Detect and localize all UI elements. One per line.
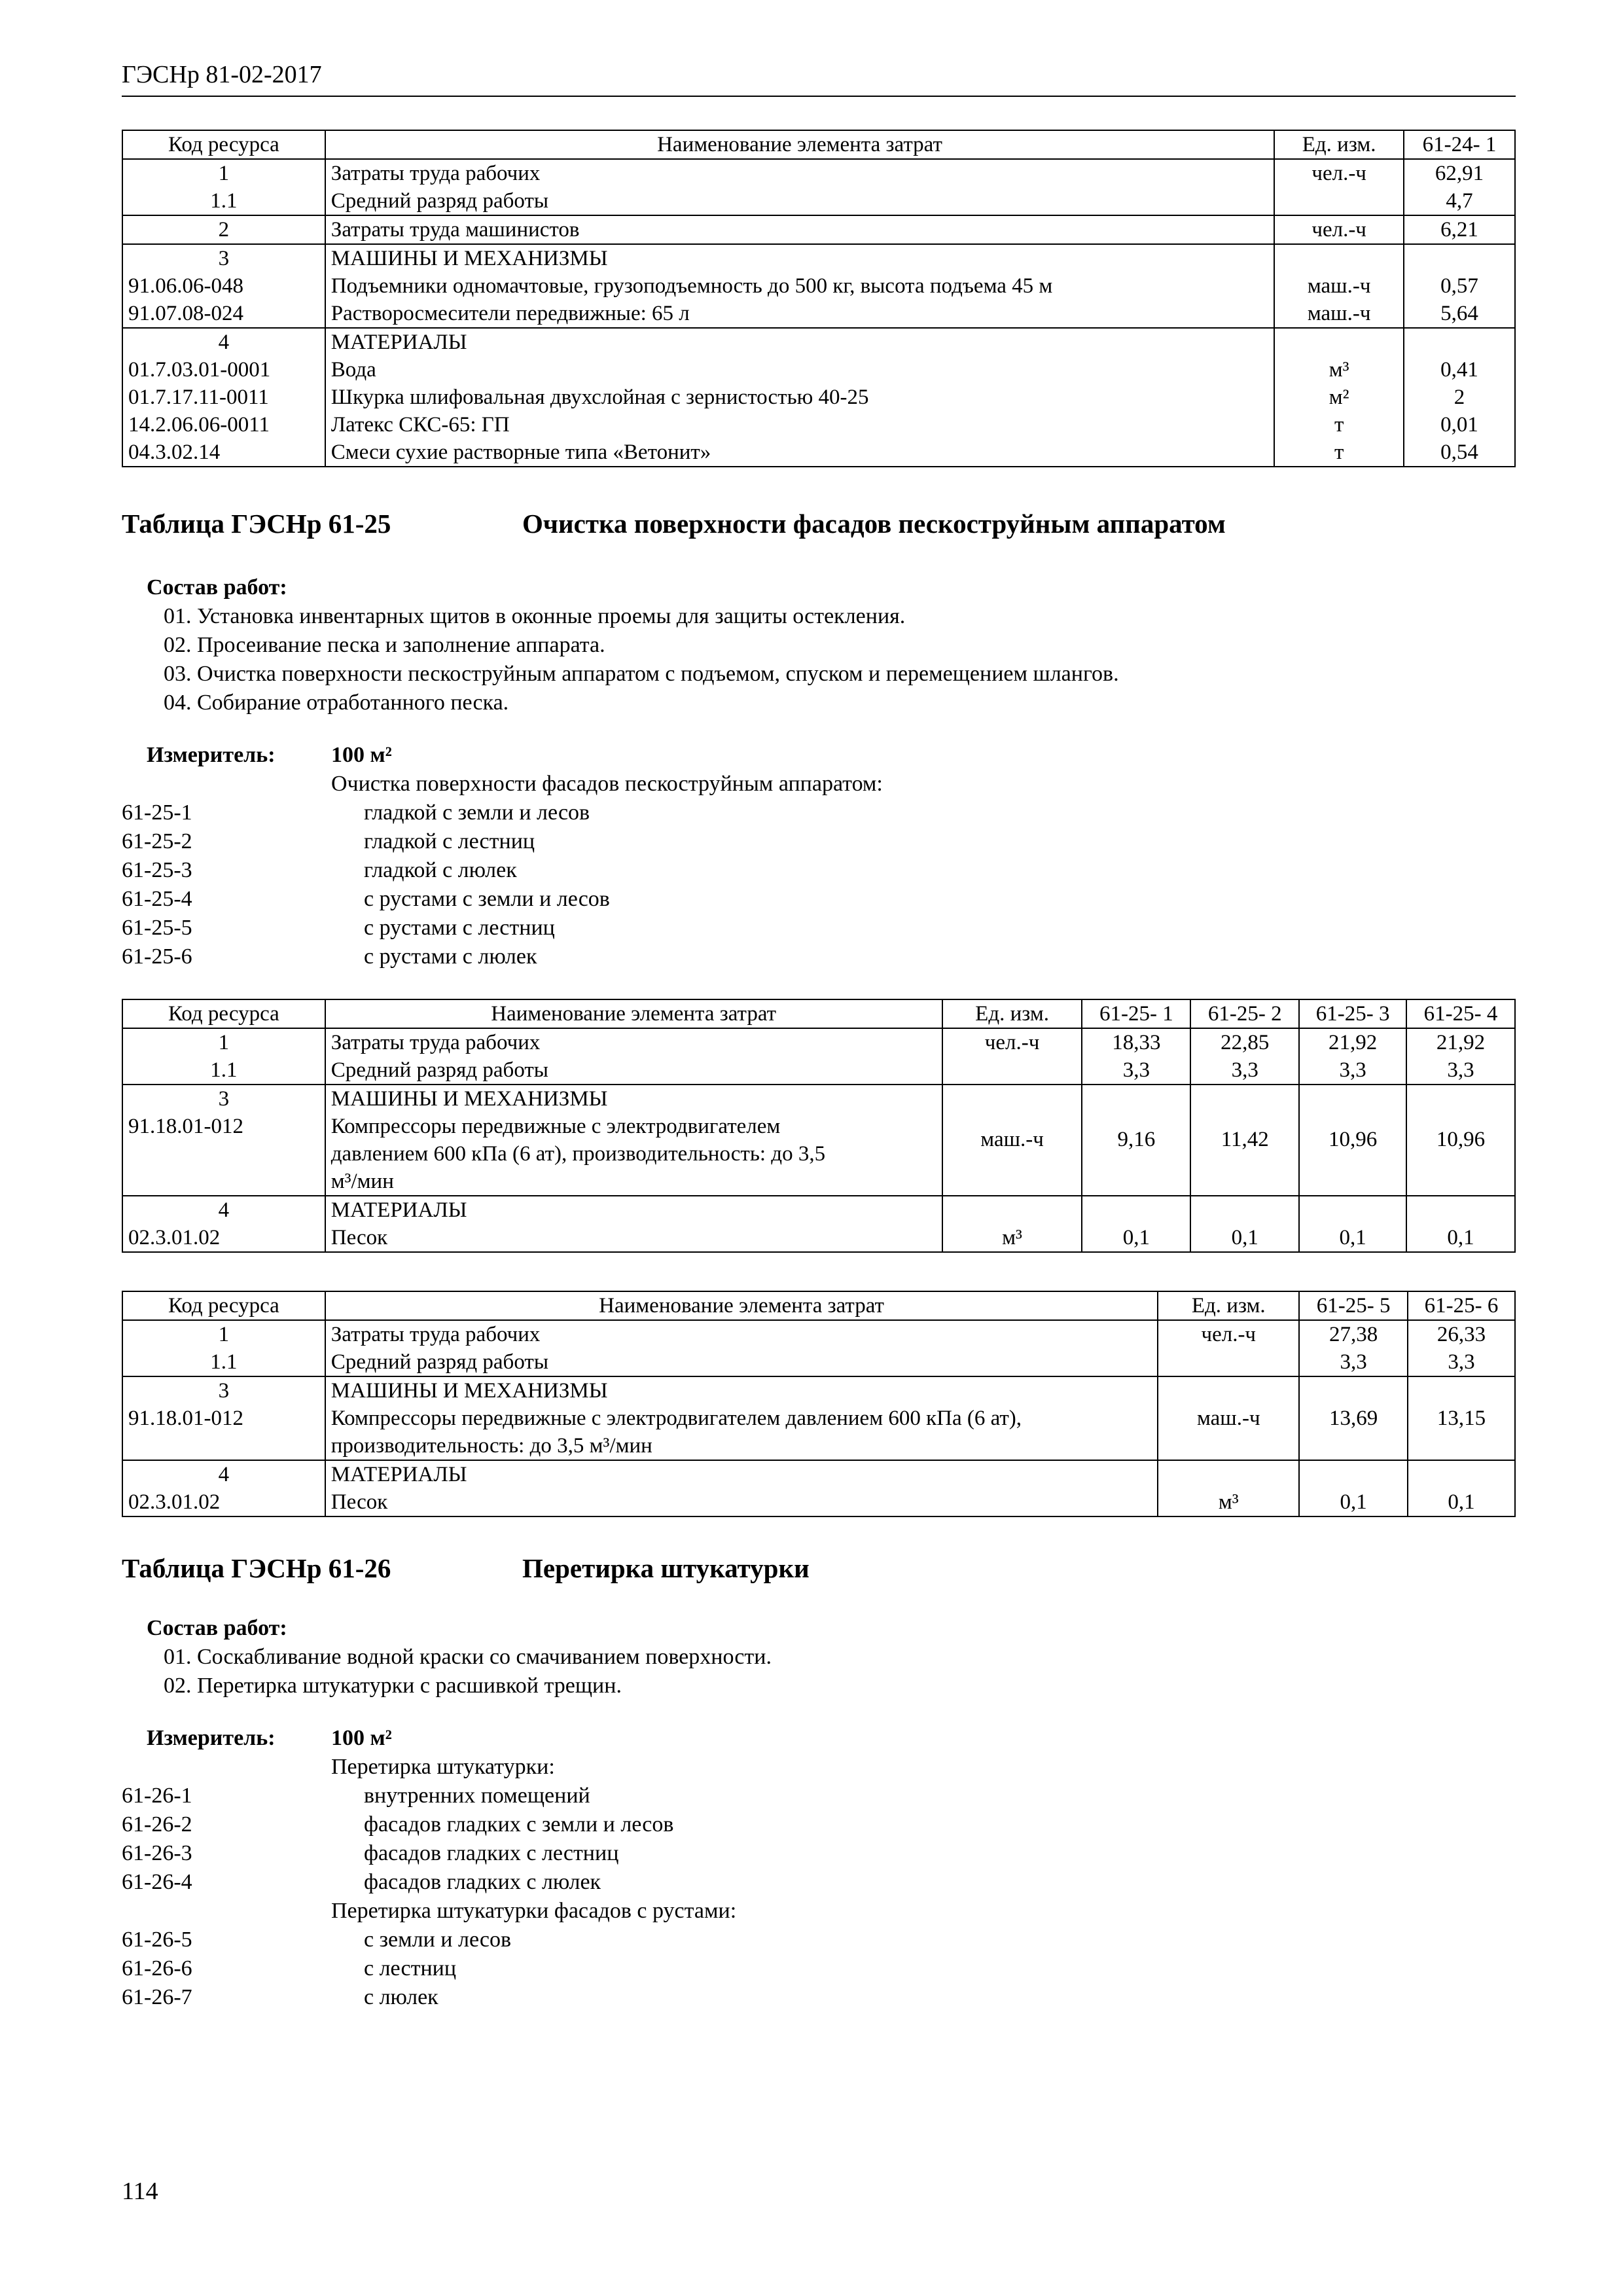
work-item: 01. Установка инвентарных щитов в оконные проемы для защиты остекления. (164, 604, 906, 628)
resource-unit: чел.-ч (1274, 159, 1404, 187)
table-row (122, 1196, 1515, 1224)
resource-unit: м³ (1274, 356, 1404, 384)
resource-code: 91.06.06-048 (122, 272, 325, 300)
meter-value: 100 м² (331, 1726, 392, 1750)
resource-value: 6,21 (1404, 215, 1515, 244)
resource-code: 1 (122, 1028, 325, 1056)
table-row (122, 1224, 1515, 1252)
table-row (122, 159, 1515, 187)
table-row (122, 1320, 1515, 1348)
resource-value: 0,54 (1404, 439, 1515, 467)
norm-code: 61-26-6 (122, 1956, 192, 1981)
table-label: Таблица ГЭСНр 61-26 (122, 1553, 391, 1583)
norm-code: 61-25-1 (122, 800, 192, 825)
empty-cell (1408, 1376, 1515, 1405)
norm-code: 61-26-3 (122, 1841, 192, 1865)
resource-code: 04.3.02.14 (122, 439, 325, 467)
resource-value: 10,96 (1406, 1113, 1515, 1196)
resource-unit: чел.-ч (1274, 215, 1404, 244)
meter-block-61-26 (122, 1724, 1431, 2012)
table-row (122, 187, 1515, 215)
empty-cell (1190, 1085, 1299, 1113)
resource-unit (942, 1056, 1082, 1085)
header-col: 61-25- 2 (1190, 999, 1299, 1028)
list-item (122, 1868, 1431, 1897)
list-item (122, 1810, 1431, 1839)
norm-text: с рустами с люлек (364, 944, 537, 969)
table-row (122, 244, 1515, 272)
resource-code: 91.18.01-012 (122, 1405, 325, 1460)
table-row (122, 1085, 1515, 1113)
norm-text: гладкой с лестниц (364, 829, 535, 853)
meter-block-61-25 (122, 741, 1431, 971)
empty-cell (1082, 1196, 1190, 1224)
norm-code: 61-26-2 (122, 1812, 192, 1837)
norm-code: 61-25-2 (122, 829, 192, 853)
resource-value: 62,91 (1404, 159, 1515, 187)
header-name: Наименование элемента затрат (325, 130, 1274, 159)
header-unit: Ед. изм. (942, 999, 1082, 1028)
table-row (122, 215, 1515, 244)
header-col: 61-25- 4 (1406, 999, 1515, 1028)
resource-name (325, 1113, 942, 1196)
header-code: Код ресурса (122, 999, 325, 1028)
resource-value: 22,85 (1190, 1028, 1299, 1056)
table-row (122, 1460, 1515, 1488)
work-item: 04. Собирание отработанного песка. (164, 691, 509, 715)
resource-unit (1274, 187, 1404, 215)
resource-code: 91.07.08-024 (122, 300, 325, 328)
table-row (122, 272, 1515, 300)
resource-unit: маш.-ч (1158, 1405, 1299, 1460)
table-row (122, 1113, 1515, 1196)
norm-code: 61-26-5 (122, 1928, 192, 1952)
table-row (122, 1488, 1515, 1516)
table-row (122, 356, 1515, 384)
list-item (122, 1926, 1431, 1954)
resource-code: 14.2.06.06-0011 (122, 411, 325, 439)
resource-value: 4,7 (1404, 187, 1515, 215)
resource-name: Средний разряд работы (325, 1056, 942, 1085)
empty-cell (1408, 1460, 1515, 1488)
header-name: Наименование элемента затрат (325, 999, 942, 1028)
header-code: Код ресурса (122, 130, 325, 159)
resource-unit: м³ (1158, 1488, 1299, 1516)
resource-value: 27,38 (1299, 1320, 1408, 1348)
resource-unit: т (1274, 411, 1404, 439)
list-item (122, 885, 1431, 914)
norm-code: 61-25-4 (122, 887, 192, 911)
resource-value: 3,3 (1190, 1056, 1299, 1085)
resource-unit: м³ (942, 1224, 1082, 1252)
work-item: 01. Соскабливание водной краски со смачиванием поверхности. (164, 1645, 772, 1669)
resource-value: 21,92 (1299, 1028, 1406, 1056)
resource-code: 1.1 (122, 1056, 325, 1085)
resource-code: 1 (122, 159, 325, 187)
resource-name-line: производительность: до 3,5 м³/мин (330, 1434, 652, 1458)
table-row (122, 411, 1515, 439)
resource-value: 9,16 (1082, 1113, 1190, 1196)
empty-cell (1158, 1376, 1299, 1405)
norm-text: с рустами с земли и лесов (364, 887, 610, 911)
empty-cell (1299, 1460, 1408, 1488)
list-item (122, 1782, 1431, 1810)
meter-label: Измеритель: (147, 743, 276, 767)
resource-unit: чел.-ч (1158, 1320, 1299, 1348)
list-item (122, 827, 1431, 856)
table-61-24 (122, 130, 1516, 467)
resource-value: 0,41 (1404, 356, 1515, 384)
resource-code: 2 (122, 215, 325, 244)
resource-name: Смеси сухие растворные типа «Ветонит» (325, 439, 1274, 467)
norm-text: с земли и лесов (364, 1928, 512, 1952)
resource-value: 10,96 (1299, 1113, 1406, 1196)
resource-code: 4 (122, 1460, 325, 1488)
resource-value: 0,1 (1406, 1224, 1515, 1252)
resource-value: 0,01 (1404, 411, 1515, 439)
works-composition-61-26 (147, 1614, 772, 1700)
norm-code: 61-25-3 (122, 858, 192, 882)
resource-name: МАТЕРИАЛЫ (325, 1460, 1158, 1488)
resource-name: Средний разряд работы (325, 187, 1274, 215)
table-row (122, 1376, 1515, 1405)
resource-unit: маш.-ч (942, 1113, 1082, 1196)
resource-value: 0,1 (1299, 1224, 1406, 1252)
resource-unit: чел.-ч (942, 1028, 1082, 1056)
header-col: 61-25- 6 (1408, 1291, 1515, 1320)
resource-value (1404, 244, 1515, 272)
list-item (122, 914, 1431, 942)
header-unit: Ед. изм. (1274, 130, 1404, 159)
resource-name: Затраты труда рабочих (325, 1320, 1158, 1348)
group-heading: Перетирка штукатурки: (331, 1755, 555, 1779)
resource-name: Песок (325, 1488, 1158, 1516)
norm-text: с рустами с лестниц (364, 916, 555, 940)
list-item (122, 942, 1431, 971)
resource-value (1404, 328, 1515, 356)
resource-unit: маш.-ч (1274, 272, 1404, 300)
resource-value: 0,57 (1404, 272, 1515, 300)
resource-code: 01.7.03.01-0001 (122, 356, 325, 384)
empty-cell (1299, 1085, 1406, 1113)
resource-value: 11,42 (1190, 1113, 1299, 1196)
resource-code: 02.3.01.02 (122, 1488, 325, 1516)
resource-unit: маш.-ч (1274, 300, 1404, 328)
table-row (122, 1348, 1515, 1376)
group-heading: Очистка поверхности фасадов пескоструйным аппаратом: (331, 772, 883, 796)
resource-value: 3,3 (1299, 1056, 1406, 1085)
resource-name-line: Компрессоры передвижные с электродвигателем давлением 600 кПа (6 ат), (330, 1407, 1022, 1430)
list-item (122, 1983, 1431, 2012)
resource-value: 0,1 (1082, 1224, 1190, 1252)
header-col: 61-24- 1 (1404, 130, 1515, 159)
resource-unit (1274, 244, 1404, 272)
empty-cell (942, 1196, 1082, 1224)
table-row (122, 1028, 1515, 1056)
resource-unit (1158, 1348, 1299, 1376)
empty-cell (1406, 1196, 1515, 1224)
resource-code: 1.1 (122, 187, 325, 215)
resource-name: Средний разряд работы (325, 1348, 1158, 1376)
resource-value: 13,69 (1299, 1405, 1408, 1460)
table-61-25-part1 (122, 999, 1516, 1253)
resource-code: 3 (122, 1085, 325, 1113)
resource-name (325, 1405, 1158, 1460)
resource-code: 01.7.17.11-0011 (122, 384, 325, 411)
resource-code: 91.18.01-012 (122, 1113, 325, 1196)
norm-text: гладкой с земли и лесов (364, 800, 590, 825)
table-61-25-part2 (122, 1291, 1516, 1517)
norm-code: 61-25-5 (122, 916, 192, 940)
norm-code: 61-26-7 (122, 1985, 192, 2009)
resource-value: 3,3 (1408, 1348, 1515, 1376)
resource-value: 3,3 (1299, 1348, 1408, 1376)
resource-name: МАШИНЫ И МЕХАНИЗМЫ (325, 244, 1274, 272)
empty-cell (1082, 1085, 1190, 1113)
work-item: 03. Очистка поверхности пескоструйным аппаратом с подъемом, спуском и перемещением шлангов. (164, 662, 1119, 686)
resource-code: 1 (122, 1320, 325, 1348)
header-rule (122, 96, 1516, 97)
table-label: Таблица ГЭСНр 61-25 (122, 509, 391, 539)
section-title-61-26 (122, 1552, 810, 1584)
header-unit: Ед. изм. (1158, 1291, 1299, 1320)
resource-value: 2 (1404, 384, 1515, 411)
resource-value: 26,33 (1408, 1320, 1515, 1348)
table-row (122, 300, 1515, 328)
resource-code: 1.1 (122, 1348, 325, 1376)
resource-name: Затраты труда рабочих (325, 1028, 942, 1056)
header-col: 61-25- 1 (1082, 999, 1190, 1028)
table-row (122, 439, 1515, 467)
resource-unit (1274, 328, 1404, 356)
resource-value: 18,33 (1082, 1028, 1190, 1056)
group-heading: Перетирка штукатурки фасадов с рустами: (331, 1899, 737, 1923)
norm-code: 61-25-6 (122, 944, 192, 969)
table-header-row (122, 1291, 1515, 1320)
norm-text: с лестниц (364, 1956, 457, 1981)
section-title-61-25 (122, 508, 1226, 539)
norm-text: фасадов гладких с земли и лесов (364, 1812, 674, 1837)
norm-code: 61-26-1 (122, 1784, 192, 1808)
header-col: 61-25- 3 (1299, 999, 1406, 1028)
header-name: Наименование элемента затрат (325, 1291, 1158, 1320)
empty-cell (1406, 1085, 1515, 1113)
works-label: Состав работ: (147, 575, 287, 600)
list-item (122, 1954, 1431, 1983)
table-row (122, 384, 1515, 411)
list-item (122, 798, 1431, 827)
resource-name: МАШИНЫ И МЕХАНИЗМЫ (325, 1376, 1158, 1405)
table-header-row (122, 130, 1515, 159)
resource-name: Шкурка шлифовальная двухслойная с зернистостью 40-25 (325, 384, 1274, 411)
empty-cell (1299, 1376, 1408, 1405)
meter-label: Измеритель: (147, 1726, 276, 1750)
resource-code: 3 (122, 244, 325, 272)
resource-name: Песок (325, 1224, 942, 1252)
norm-text: фасадов гладких с люлек (364, 1870, 601, 1894)
empty-cell (1299, 1196, 1406, 1224)
work-item: 02. Перетирка штукатурки с расшивкой трещин. (164, 1674, 622, 1698)
resource-unit: м² (1274, 384, 1404, 411)
resource-name-line: м³/мин (330, 1170, 394, 1193)
table-name: Перетирка штукатурки (522, 1553, 810, 1583)
resource-name: МАТЕРИАЛЫ (325, 1196, 942, 1224)
norm-text: гладкой с люлек (364, 858, 517, 882)
table-row (122, 328, 1515, 356)
resource-name: МАШИНЫ И МЕХАНИЗМЫ (325, 1085, 942, 1113)
resource-code: 02.3.01.02 (122, 1224, 325, 1252)
norm-text: с люлек (364, 1985, 438, 2009)
resource-value: 13,15 (1408, 1405, 1515, 1460)
resource-value: 21,92 (1406, 1028, 1515, 1056)
resource-unit: т (1274, 439, 1404, 467)
empty-cell (942, 1085, 1082, 1113)
list-item (122, 1839, 1431, 1868)
work-item: 02. Просеивание песка и заполнение аппарата. (164, 633, 605, 657)
works-label: Состав работ: (147, 1616, 287, 1640)
resource-name: Подъемники одномачтовые, грузоподъемность до 500 кг, высота подъема 45 м (325, 272, 1274, 300)
resource-value: 0,1 (1190, 1224, 1299, 1252)
resource-value: 3,3 (1082, 1056, 1190, 1085)
works-composition-61-25 (147, 573, 1119, 717)
resource-name: Латекс СКС-65: ГП (325, 411, 1274, 439)
resource-name: МАТЕРИАЛЫ (325, 328, 1274, 356)
page-number: 114 (122, 2178, 158, 2205)
resource-name-line: давлением 600 кПа (6 ат), производительность: до 3,5 (330, 1142, 826, 1166)
header-col: 61-25- 5 (1299, 1291, 1408, 1320)
resource-name-line: Компрессоры передвижные с электродвигателем (330, 1115, 781, 1138)
empty-cell (1158, 1460, 1299, 1488)
resource-code: 4 (122, 328, 325, 356)
list-item (122, 856, 1431, 885)
resource-code: 4 (122, 1196, 325, 1224)
norm-code: 61-26-4 (122, 1870, 192, 1894)
resource-value: 5,64 (1404, 300, 1515, 328)
empty-cell (1190, 1196, 1299, 1224)
table-row (122, 1405, 1515, 1460)
header-code: Код ресурса (122, 1291, 325, 1320)
meter-value: 100 м² (331, 743, 392, 767)
norm-text: фасадов гладких с лестниц (364, 1841, 619, 1865)
resource-code: 3 (122, 1376, 325, 1405)
resource-value: 3,3 (1406, 1056, 1515, 1085)
resource-name: Затраты труда машинистов (325, 215, 1274, 244)
resource-name: Вода (325, 356, 1274, 384)
resource-value: 0,1 (1299, 1488, 1408, 1516)
resource-name: Растворосмесители передвижные: 65 л (325, 300, 1274, 328)
table-name: Очистка поверхности фасадов пескоструйным аппаратом (522, 509, 1226, 539)
table-header-row (122, 999, 1515, 1028)
resource-value: 0,1 (1408, 1488, 1515, 1516)
table-row (122, 1056, 1515, 1085)
resource-name: Затраты труда рабочих (325, 159, 1274, 187)
norm-text: внутренних помещений (364, 1784, 590, 1808)
running-header: ГЭСНр 81-02-2017 (122, 61, 322, 88)
